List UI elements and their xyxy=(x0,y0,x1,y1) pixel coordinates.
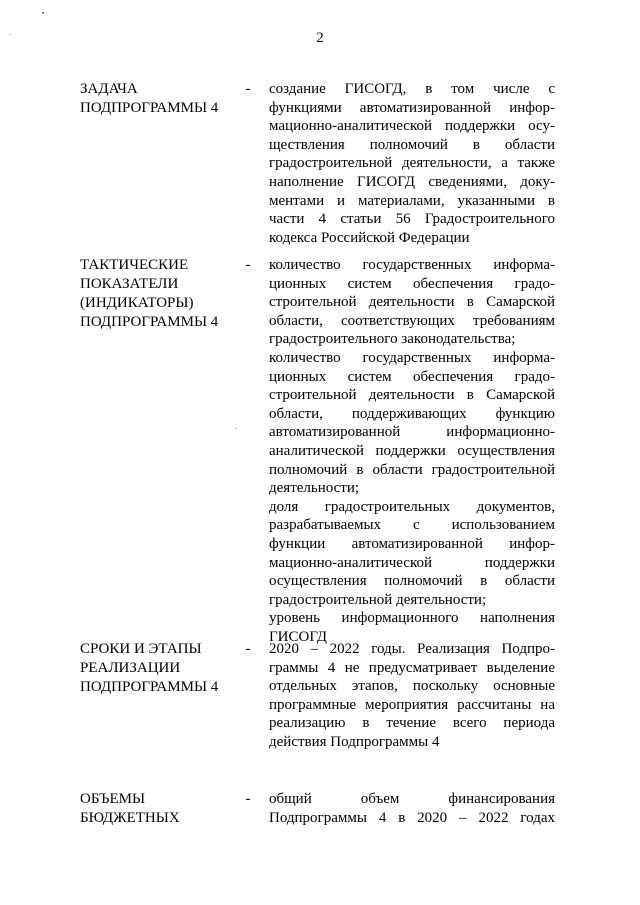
content-line: области, соответствующих требованиям xyxy=(269,312,555,329)
content-line: ществления полномочий в области xyxy=(269,136,555,153)
content-line: реализацию в течение всего периода xyxy=(269,715,555,732)
dash-separator: - xyxy=(245,257,251,273)
scan-speck xyxy=(42,12,44,14)
label-line: СРОКИ И ЭТАПЫ xyxy=(80,641,202,657)
dash-separator: - xyxy=(245,641,251,657)
content-line: разрабатываемых с использованием xyxy=(269,517,555,534)
label-line: ОБЪЕМЫ xyxy=(80,791,146,807)
section-label xyxy=(80,256,240,332)
content-line: 2020 – 2022 годы. Реализация Подпро- xyxy=(269,641,555,657)
content-line: полномочий в области градостроительной xyxy=(269,461,555,478)
content-line: уровень информационного наполнения xyxy=(269,610,555,627)
content-line: автоматизированной информационно- xyxy=(269,424,555,441)
label-line: РЕАЛИЗАЦИИ xyxy=(80,660,181,676)
content-line: мационно-аналитической поддержки осу- xyxy=(269,118,555,135)
section-content xyxy=(269,80,555,247)
section-label xyxy=(80,790,240,828)
content-line: ционных систем обеспечения градо- xyxy=(269,275,555,292)
content-line: осуществления полномочий в области xyxy=(269,573,555,590)
content-line: программные мероприятия рассчитаны на xyxy=(269,696,555,713)
content-line: общий объем финансирования xyxy=(269,791,555,807)
label-line: ЗАДАЧА xyxy=(80,81,138,97)
content-line: действия Подпрограммы 4 xyxy=(269,733,440,750)
content-line: создание ГИСОГД, в том числе с xyxy=(269,81,555,97)
content-line: области, поддерживающих функцию xyxy=(269,405,555,422)
content-line: функциями автоматизированной инфор- xyxy=(269,99,555,116)
dash-separator: - xyxy=(245,81,251,97)
content-line: наполнение ГИСОГД сведениями, доку- xyxy=(269,173,555,190)
label-line: (ИНДИКАТОРЫ) xyxy=(80,295,194,311)
page-number: 2 xyxy=(316,30,324,46)
section-label xyxy=(80,640,240,697)
label-line: ПОКАЗАТЕЛИ xyxy=(80,276,179,292)
content-line: строительной деятельности в Самарской xyxy=(269,294,555,311)
content-line: Подпрограммы 4 в 2020 – 2022 годах xyxy=(269,809,555,826)
label-line: ПОДПРОГРАММЫ 4 xyxy=(80,679,219,695)
content-line: градостроительной деятельности, а также xyxy=(269,155,555,172)
content-line: деятельности; xyxy=(269,480,360,497)
label-line: ПОДПРОГРАММЫ 4 xyxy=(80,100,219,116)
content-line: граммы 4 не предусматривает выделение xyxy=(269,659,555,676)
content-line: аналитической поддержки осуществления xyxy=(269,442,555,459)
content-line: ГИСОГД xyxy=(269,628,327,645)
section-content xyxy=(269,256,555,646)
label-line: БЮДЖЕТНЫХ xyxy=(80,810,180,826)
content-line: мационно-аналитической поддержки xyxy=(269,554,555,571)
content-line: доля градостроительных документов, xyxy=(269,498,555,515)
content-line: количество государственных информа- xyxy=(269,349,555,366)
dash-separator: - xyxy=(245,791,251,807)
content-line: градостроительного законодательства; xyxy=(269,331,516,348)
content-line: количество государственных информа- xyxy=(269,257,555,273)
content-line: части 4 статьи 56 Градостроительного xyxy=(269,211,555,228)
scan-speck xyxy=(235,428,236,429)
section-content xyxy=(269,640,555,752)
section-content xyxy=(269,790,555,827)
content-line: строительной деятельности в Самарской xyxy=(269,387,555,404)
content-line: ционных систем обеспечения градо- xyxy=(269,368,555,385)
label-line: ТАКТИЧЕСКИЕ xyxy=(80,257,189,273)
label-line: ПОДПРОГРАММЫ 4 xyxy=(80,314,219,330)
content-line: кодекса Российской Федерации xyxy=(269,229,470,246)
section-label xyxy=(80,80,240,118)
content-line: отдельных этапов, поскольку основные xyxy=(269,678,555,695)
content-line: функции автоматизированной инфор- xyxy=(269,535,555,552)
content-line: градостроительной деятельности; xyxy=(269,591,487,608)
content-line: ментами и материалами, указанными в xyxy=(269,192,555,209)
